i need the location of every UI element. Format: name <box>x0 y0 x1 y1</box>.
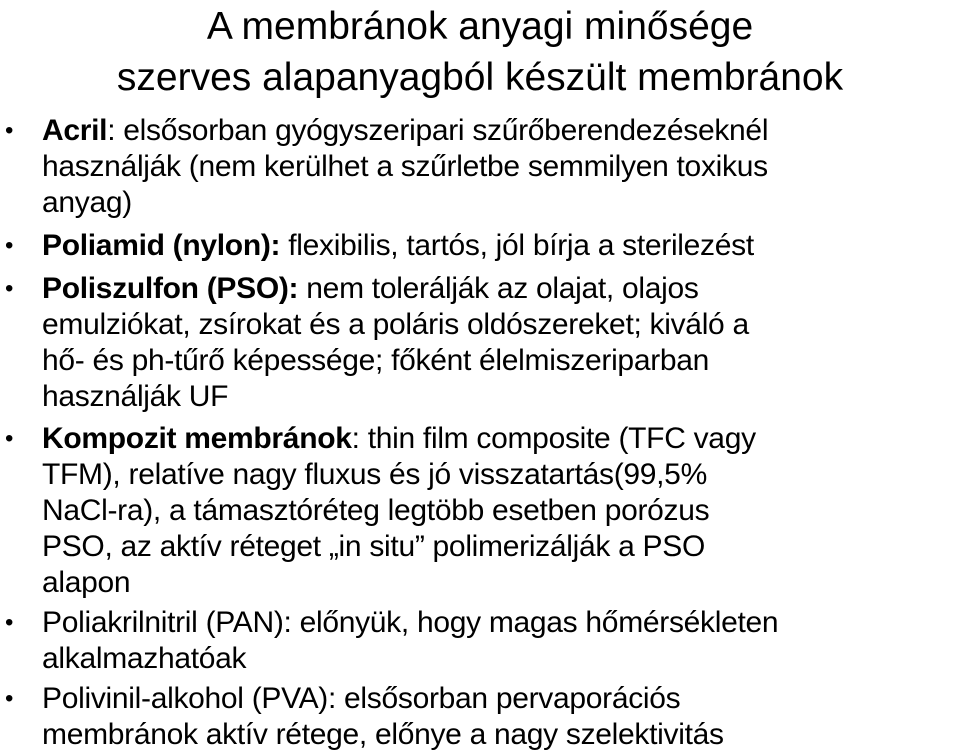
bullet-line: alkalmazhatóak <box>42 642 247 675</box>
bullet-line: hő- és ph-tűrő képessége; főként élelmiszeriparban <box>42 344 710 377</box>
bullet-term: Kompozit membránok <box>42 422 352 455</box>
bullet-line: PSO, az aktív réteget „in situ” polimerizálják a PSO <box>42 530 705 563</box>
bullet-line: Poliszulfon (PSO): nem tolerálják az olajat, olajos <box>42 272 699 305</box>
bullet-line: használják UF <box>42 380 229 413</box>
bullet-dot-icon: • <box>5 425 14 452</box>
bullet-text <box>42 228 960 264</box>
bullet-line: alapon <box>42 566 131 599</box>
bullet-line: anyag) <box>42 186 132 219</box>
bullet-line: NaCl-ra), a támasztóréteg legtöbb esetben porózus <box>42 494 710 527</box>
bullet-text <box>42 271 960 415</box>
slide-subtitle: szerves alapanyagból készült membránok <box>116 56 844 99</box>
bullet-dot-icon: • <box>5 275 14 302</box>
bullet-text <box>42 113 960 221</box>
bullet-line: membránok aktív rétege, előnye a nagy szelektivitás <box>42 718 724 751</box>
bullet-term: Poliamid (nylon): <box>42 229 281 262</box>
bullet-line: Kompozit membránok: thin film composite (TFC vagy <box>42 422 756 455</box>
slide-title: A membránok anyagi minősége <box>206 5 754 48</box>
bullet-line: emulziókat, zsírokat és a poláris oldószereket; kiváló a <box>42 308 749 341</box>
bullet-line: Acril: elsősorban gyógyszeripari szűrőberendezéseknél <box>42 114 769 147</box>
bullet-line: TFM), relatíve nagy fluxus és jó visszatartás(99,5% <box>42 458 707 491</box>
bullet-line: Poliakrilnitril (PAN): előnyük, hogy magas hőmérsékleten <box>42 606 779 639</box>
bullet-term: Acril <box>42 114 108 147</box>
bullet-text <box>42 605 960 677</box>
bullet-dot-icon: • <box>5 609 14 636</box>
bullet-dot-icon: • <box>5 117 14 144</box>
bullet-dot-icon: • <box>5 232 14 259</box>
bullet-line: használják (nem kerülhet a szűrletbe semmilyen toxikus <box>42 150 768 183</box>
bullet-line: Polivinil-alkohol (PVA): elsősorban pervaporációs <box>42 682 681 715</box>
bullet-text <box>42 421 960 601</box>
bullet-dot-icon: • <box>5 685 14 712</box>
bullet-text <box>42 681 960 753</box>
bullet-line: Poliamid (nylon): flexibilis, tartós, jól bírja a sterilezést <box>42 229 754 262</box>
bullet-term: Poliszulfon (PSO): <box>42 272 299 305</box>
